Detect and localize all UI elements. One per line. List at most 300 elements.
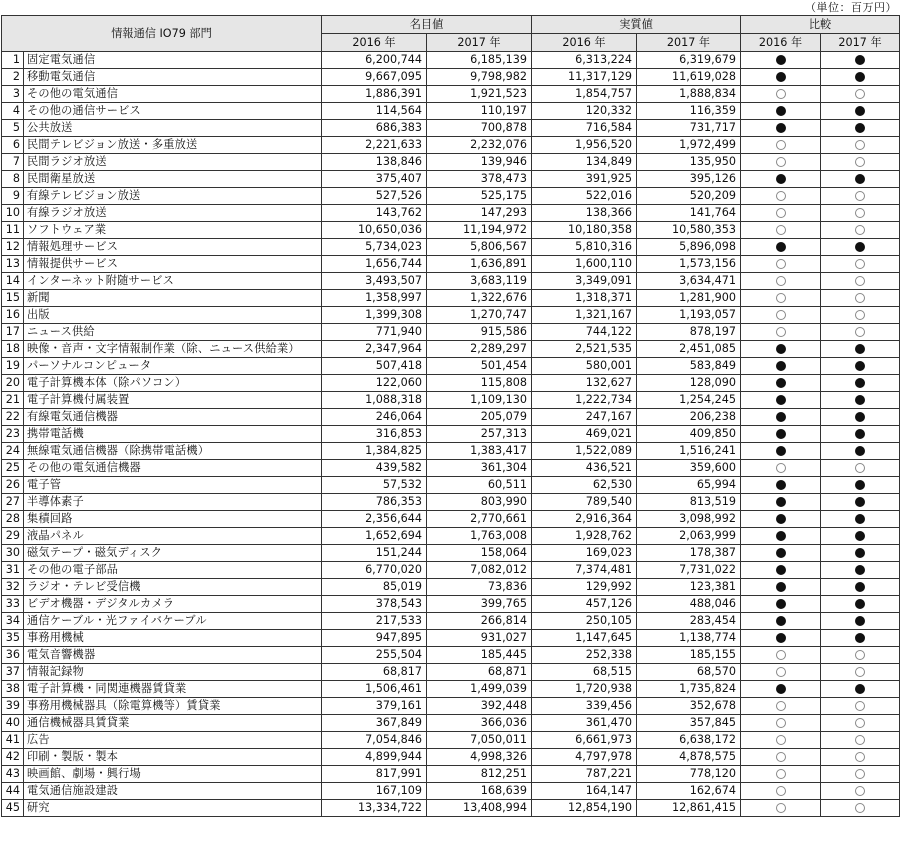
comparison-2016-cell: [741, 341, 821, 358]
row-number: 9: [2, 188, 24, 205]
sector-name: 事務用機械器具（除電算機等）賃貸業: [24, 698, 322, 715]
sector-name: ラジオ・テレビ受信機: [24, 579, 322, 596]
real-2016-value: 62,530: [532, 477, 637, 494]
filled-circle-icon: [776, 429, 786, 439]
real-2016-value: 68,515: [532, 664, 637, 681]
nominal-2017-value: 2,232,076: [427, 137, 532, 154]
sector-name: 半導体素子: [24, 494, 322, 511]
nominal-2017-value: 1,322,676: [427, 290, 532, 307]
open-circle-icon: [776, 310, 786, 320]
nominal-2017-value: 60,511: [427, 477, 532, 494]
sector-name: 液晶パネル: [24, 528, 322, 545]
comparison-2016-cell: [741, 647, 821, 664]
comparison-2017-cell: [821, 579, 900, 596]
nominal-2017-value: 147,293: [427, 205, 532, 222]
table-row: [2, 375, 900, 392]
open-circle-icon: [776, 650, 786, 660]
nominal-2016-value: 1,886,391: [322, 86, 427, 103]
table-row: [2, 528, 900, 545]
nominal-2017-value: 139,946: [427, 154, 532, 171]
real-2016-value: 164,147: [532, 783, 637, 800]
table-row: [2, 596, 900, 613]
comparison-2016-cell: [741, 443, 821, 460]
nominal-2016-value: 1,088,318: [322, 392, 427, 409]
nominal-2016-value: 2,356,644: [322, 511, 427, 528]
real-2017-value: 6,638,172: [637, 732, 741, 749]
open-circle-icon: [776, 225, 786, 235]
nominal-2016-value: 375,407: [322, 171, 427, 188]
table-row: [2, 341, 900, 358]
table-row: [2, 171, 900, 188]
row-number: 21: [2, 392, 24, 409]
real-2017-value: 1,193,057: [637, 307, 741, 324]
comparison-2017-cell: [821, 86, 900, 103]
nominal-2017-value: 110,197: [427, 103, 532, 120]
open-circle-icon: [855, 769, 865, 779]
filled-circle-icon: [855, 531, 865, 541]
real-2016-value: 134,849: [532, 154, 637, 171]
real-2017-value: 7,731,022: [637, 562, 741, 579]
sector-name: 情報処理サービス: [24, 239, 322, 256]
real-2017-value: 1,281,900: [637, 290, 741, 307]
filled-circle-icon: [855, 480, 865, 490]
comparison-2017-cell: [821, 562, 900, 579]
filled-circle-icon: [776, 174, 786, 184]
open-circle-icon: [776, 667, 786, 677]
nominal-2016-value: 4,899,944: [322, 749, 427, 766]
comparison-2016-cell: [741, 545, 821, 562]
row-number: 33: [2, 596, 24, 613]
table-row: [2, 256, 900, 273]
row-number: 23: [2, 426, 24, 443]
open-circle-icon: [776, 191, 786, 201]
real-2017-value: 352,678: [637, 698, 741, 715]
row-number: 39: [2, 698, 24, 715]
filled-circle-icon: [855, 55, 865, 65]
row-number: 36: [2, 647, 24, 664]
nominal-2016-value: 6,770,020: [322, 562, 427, 579]
nominal-2016-value: 316,853: [322, 426, 427, 443]
comparison-2017-cell: [821, 392, 900, 409]
real-2017-value: 10,580,353: [637, 222, 741, 239]
comparison-2017-cell: [821, 511, 900, 528]
sector-name: 民間ラジオ放送: [24, 154, 322, 171]
nominal-2016-value: 1,399,308: [322, 307, 427, 324]
comparison-2017-cell: [821, 188, 900, 205]
real-2016-value: 1,318,371: [532, 290, 637, 307]
real-2016-value: 1,222,734: [532, 392, 637, 409]
comparison-2016-cell: [741, 698, 821, 715]
filled-circle-icon: [776, 344, 786, 354]
nominal-2017-value: 7,082,012: [427, 562, 532, 579]
sector-name: 集積回路: [24, 511, 322, 528]
row-number: 14: [2, 273, 24, 290]
nominal-2016-value: 151,244: [322, 545, 427, 562]
open-circle-icon: [855, 276, 865, 286]
table-row: [2, 69, 900, 86]
table-row: [2, 154, 900, 171]
table-row: [2, 460, 900, 477]
comparison-2017-cell: [821, 256, 900, 273]
filled-circle-icon: [855, 72, 865, 82]
sector-name: 有線ラジオ放送: [24, 205, 322, 222]
sector-name: 広告: [24, 732, 322, 749]
comparison-2016-cell: [741, 290, 821, 307]
real-2017-value: 1,254,245: [637, 392, 741, 409]
real-2017-value: 141,764: [637, 205, 741, 222]
open-circle-icon: [855, 735, 865, 745]
filled-circle-icon: [855, 242, 865, 252]
open-circle-icon: [855, 786, 865, 796]
comparison-2016-cell: [741, 783, 821, 800]
table-row: [2, 409, 900, 426]
nominal-2017-value: 399,765: [427, 596, 532, 613]
nominal-2016-value: 507,418: [322, 358, 427, 375]
table-row: [2, 239, 900, 256]
real-2016-value: 7,374,481: [532, 562, 637, 579]
nominal-2016-value: 5,734,023: [322, 239, 427, 256]
real-2016-value: 1,720,938: [532, 681, 637, 698]
nominal-2017-value: 266,814: [427, 613, 532, 630]
comparison-2016-cell: [741, 307, 821, 324]
table-row: [2, 800, 900, 817]
real-2016-value: 138,366: [532, 205, 637, 222]
data-table: [1, 15, 900, 817]
sector-header: 情報通信 IO79 部門: [2, 16, 322, 52]
real-2016-value: 1,600,110: [532, 256, 637, 273]
sector-name: 電子管: [24, 477, 322, 494]
nominal-2016-value: 527,526: [322, 188, 427, 205]
table-row: [2, 52, 900, 69]
comparison-2016-cell: [741, 137, 821, 154]
real-2016-value: 522,016: [532, 188, 637, 205]
nominal-2017-value: 1,383,417: [427, 443, 532, 460]
table-row: [2, 443, 900, 460]
filled-circle-icon: [776, 548, 786, 558]
real-2016-value: 789,540: [532, 494, 637, 511]
table-row: [2, 647, 900, 664]
real-2016-value: 580,001: [532, 358, 637, 375]
comparison-2017-header: 2017 年: [821, 34, 900, 52]
real-2016-value: 247,167: [532, 409, 637, 426]
real-2016-value: 250,105: [532, 613, 637, 630]
real-2017-value: 185,155: [637, 647, 741, 664]
real-2017-value: 520,209: [637, 188, 741, 205]
open-circle-icon: [776, 735, 786, 745]
filled-circle-icon: [776, 106, 786, 116]
filled-circle-icon: [776, 446, 786, 456]
filled-circle-icon: [855, 684, 865, 694]
open-circle-icon: [855, 259, 865, 269]
open-circle-icon: [855, 208, 865, 218]
real-2016-value: 339,456: [532, 698, 637, 715]
real-2016-value: 1,321,167: [532, 307, 637, 324]
comparison-2016-cell: [741, 681, 821, 698]
comparison-2017-cell: [821, 630, 900, 647]
row-number: 11: [2, 222, 24, 239]
nominal-2016-value: 7,054,846: [322, 732, 427, 749]
real-2016-value: 6,661,973: [532, 732, 637, 749]
table-row: [2, 681, 900, 698]
real-2016-value: 2,916,364: [532, 511, 637, 528]
table-row: [2, 477, 900, 494]
filled-circle-icon: [776, 395, 786, 405]
open-circle-icon: [776, 803, 786, 813]
nominal-2016-value: 255,504: [322, 647, 427, 664]
filled-circle-icon: [776, 412, 786, 422]
real-2017-value: 731,717: [637, 120, 741, 137]
sector-name: パーソナルコンピュータ: [24, 358, 322, 375]
sector-name: 電子計算機・同関連機器賃貸業: [24, 681, 322, 698]
nominal-2017-value: 378,473: [427, 171, 532, 188]
nominal-2017-value: 361,304: [427, 460, 532, 477]
comparison-2016-cell: [741, 511, 821, 528]
nominal-2017-value: 73,836: [427, 579, 532, 596]
real-2016-value: 436,521: [532, 460, 637, 477]
real-2016-value: 744,122: [532, 324, 637, 341]
comparison-2017-cell: [821, 732, 900, 749]
sector-name: 通信機械器具賃貸業: [24, 715, 322, 732]
real-2017-value: 5,896,098: [637, 239, 741, 256]
table-row: [2, 749, 900, 766]
filled-circle-icon: [776, 565, 786, 575]
real-2016-value: 169,023: [532, 545, 637, 562]
real-2016-value: 361,470: [532, 715, 637, 732]
comparison-2017-cell: [821, 154, 900, 171]
comparison-2016-cell: [741, 613, 821, 630]
open-circle-icon: [855, 293, 865, 303]
open-circle-icon: [776, 786, 786, 796]
comparison-2016-cell: [741, 409, 821, 426]
real-2016-value: 2,521,535: [532, 341, 637, 358]
sector-name: 情報記録物: [24, 664, 322, 681]
real-2016-value: 1,854,757: [532, 86, 637, 103]
sector-name: 情報提供サービス: [24, 256, 322, 273]
table-row: [2, 103, 900, 120]
comparison-2017-cell: [821, 766, 900, 783]
nominal-2017-value: 7,050,011: [427, 732, 532, 749]
filled-circle-icon: [855, 123, 865, 133]
row-number: 40: [2, 715, 24, 732]
comparison-2017-cell: [821, 647, 900, 664]
sector-name: その他の電子部品: [24, 562, 322, 579]
table-row: [2, 715, 900, 732]
comparison-2017-cell: [821, 613, 900, 630]
comparison-2017-cell: [821, 273, 900, 290]
comparison-2017-cell: [821, 545, 900, 562]
table-row: [2, 630, 900, 647]
filled-circle-icon: [776, 123, 786, 133]
row-number: 43: [2, 766, 24, 783]
real-2017-value: 3,634,471: [637, 273, 741, 290]
nominal-2016-value: 379,161: [322, 698, 427, 715]
filled-circle-icon: [776, 480, 786, 490]
sector-name: 民間テレビジョン放送・多重放送: [24, 137, 322, 154]
comparison-2016-cell: [741, 766, 821, 783]
nominal-2017-value: 392,448: [427, 698, 532, 715]
comparison-2017-cell: [821, 749, 900, 766]
row-number: 25: [2, 460, 24, 477]
row-number: 17: [2, 324, 24, 341]
nominal-2017-value: 1,499,039: [427, 681, 532, 698]
comparison-2017-cell: [821, 103, 900, 120]
sector-name: 事務用機械: [24, 630, 322, 647]
nominal-2016-value: 6,200,744: [322, 52, 427, 69]
row-number: 27: [2, 494, 24, 511]
comparison-2017-cell: [821, 171, 900, 188]
comparison-2017-cell: [821, 324, 900, 341]
open-circle-icon: [855, 157, 865, 167]
row-number: 31: [2, 562, 24, 579]
nominal-2017-value: 2,289,297: [427, 341, 532, 358]
open-circle-icon: [776, 752, 786, 762]
row-number: 7: [2, 154, 24, 171]
table-row: [2, 222, 900, 239]
nominal-2016-value: 85,019: [322, 579, 427, 596]
real-2017-value: 12,861,415: [637, 800, 741, 817]
nominal-2016-value: 686,383: [322, 120, 427, 137]
row-number: 19: [2, 358, 24, 375]
real-2017-value: 1,972,499: [637, 137, 741, 154]
sector-name: 映画館、劇場・興行場: [24, 766, 322, 783]
nominal-2017-value: 257,313: [427, 426, 532, 443]
real-2016-value: 120,332: [532, 103, 637, 120]
filled-circle-icon: [855, 633, 865, 643]
row-number: 15: [2, 290, 24, 307]
real-2017-value: 878,197: [637, 324, 741, 341]
comparison-2017-cell: [821, 477, 900, 494]
table-row: [2, 290, 900, 307]
comparison-2016-cell: [741, 732, 821, 749]
open-circle-icon: [776, 718, 786, 728]
sector-name: 通信ケーブル・光ファイバケーブル: [24, 613, 322, 630]
comparison-2017-cell: [821, 800, 900, 817]
comparison-2016-cell: [741, 86, 821, 103]
comparison-2017-cell: [821, 69, 900, 86]
open-circle-icon: [776, 701, 786, 711]
comparison-2016-cell: [741, 664, 821, 681]
filled-circle-icon: [776, 684, 786, 694]
nominal-2017-value: 168,639: [427, 783, 532, 800]
filled-circle-icon: [855, 599, 865, 609]
comparison-2016-cell: [741, 579, 821, 596]
nominal-2017-value: 115,808: [427, 375, 532, 392]
open-circle-icon: [855, 225, 865, 235]
table-row: [2, 732, 900, 749]
real-2016-header: 2016 年: [532, 34, 637, 52]
real-2017-value: 3,098,992: [637, 511, 741, 528]
real-2016-value: 252,338: [532, 647, 637, 664]
row-number: 34: [2, 613, 24, 630]
nominal-2017-value: 9,798,982: [427, 69, 532, 86]
real-2017-value: 1,735,824: [637, 681, 741, 698]
filled-circle-icon: [855, 497, 865, 507]
real-2017-value: 583,849: [637, 358, 741, 375]
row-number: 42: [2, 749, 24, 766]
row-number: 30: [2, 545, 24, 562]
real-2017-value: 1,516,241: [637, 443, 741, 460]
real-2017-value: 395,126: [637, 171, 741, 188]
nominal-2017-value: 11,194,972: [427, 222, 532, 239]
filled-circle-icon: [776, 599, 786, 609]
nominal-2017-value: 525,175: [427, 188, 532, 205]
filled-circle-icon: [855, 106, 865, 116]
open-circle-icon: [776, 89, 786, 99]
comparison-2017-cell: [821, 52, 900, 69]
row-number: 5: [2, 120, 24, 137]
real-2016-value: 3,349,091: [532, 273, 637, 290]
real-2017-value: 283,454: [637, 613, 741, 630]
table-row: [2, 562, 900, 579]
comparison-2017-cell: [821, 783, 900, 800]
nominal-2017-value: 803,990: [427, 494, 532, 511]
filled-circle-icon: [855, 565, 865, 575]
real-2016-value: 10,180,358: [532, 222, 637, 239]
open-circle-icon: [776, 259, 786, 269]
nominal-2016-value: 786,353: [322, 494, 427, 511]
open-circle-icon: [855, 718, 865, 728]
comparison-2017-cell: [821, 409, 900, 426]
filled-circle-icon: [776, 514, 786, 524]
sector-name: 磁気テープ・磁気ディスク: [24, 545, 322, 562]
open-circle-icon: [776, 208, 786, 218]
row-number: 20: [2, 375, 24, 392]
open-circle-icon: [855, 140, 865, 150]
comparison-2017-cell: [821, 205, 900, 222]
header-row-1: [2, 16, 900, 34]
nominal-2017-value: 5,806,567: [427, 239, 532, 256]
row-number: 2: [2, 69, 24, 86]
row-number: 18: [2, 341, 24, 358]
comparison-2017-cell: [821, 681, 900, 698]
row-number: 8: [2, 171, 24, 188]
nominal-2017-value: 68,871: [427, 664, 532, 681]
nominal-2016-value: 68,817: [322, 664, 427, 681]
table-row: [2, 188, 900, 205]
real-2017-value: 68,570: [637, 664, 741, 681]
sector-name: 電子計算機付属装置: [24, 392, 322, 409]
open-circle-icon: [776, 140, 786, 150]
comparison-2017-cell: [821, 307, 900, 324]
filled-circle-icon: [776, 72, 786, 82]
real-2016-value: 787,221: [532, 766, 637, 783]
real-2017-value: 6,319,679: [637, 52, 741, 69]
nominal-2017-value: 501,454: [427, 358, 532, 375]
filled-circle-icon: [855, 412, 865, 422]
nominal-2017-value: 1,636,891: [427, 256, 532, 273]
real-2017-value: 4,878,575: [637, 749, 741, 766]
comparison-2016-cell: [741, 392, 821, 409]
nominal-2017-value: 2,770,661: [427, 511, 532, 528]
nominal-2016-value: 9,667,095: [322, 69, 427, 86]
sector-name: 移動電気通信: [24, 69, 322, 86]
sector-name: 固定電気通信: [24, 52, 322, 69]
unit-label: （単位：百万円）: [805, 1, 897, 14]
nominal-2016-value: 217,533: [322, 613, 427, 630]
table-row: [2, 579, 900, 596]
nominal-2017-value: 366,036: [427, 715, 532, 732]
comparison-2017-cell: [821, 222, 900, 239]
nominal-2016-value: 1,358,997: [322, 290, 427, 307]
real-2016-value: 6,313,224: [532, 52, 637, 69]
comparison-2017-cell: [821, 664, 900, 681]
nominal-2017-value: 185,445: [427, 647, 532, 664]
comparison-2017-cell: [821, 358, 900, 375]
nominal-2016-value: 167,109: [322, 783, 427, 800]
nominal-2017-value: 3,683,119: [427, 273, 532, 290]
nominal-2016-value: 10,650,036: [322, 222, 427, 239]
open-circle-icon: [855, 650, 865, 660]
